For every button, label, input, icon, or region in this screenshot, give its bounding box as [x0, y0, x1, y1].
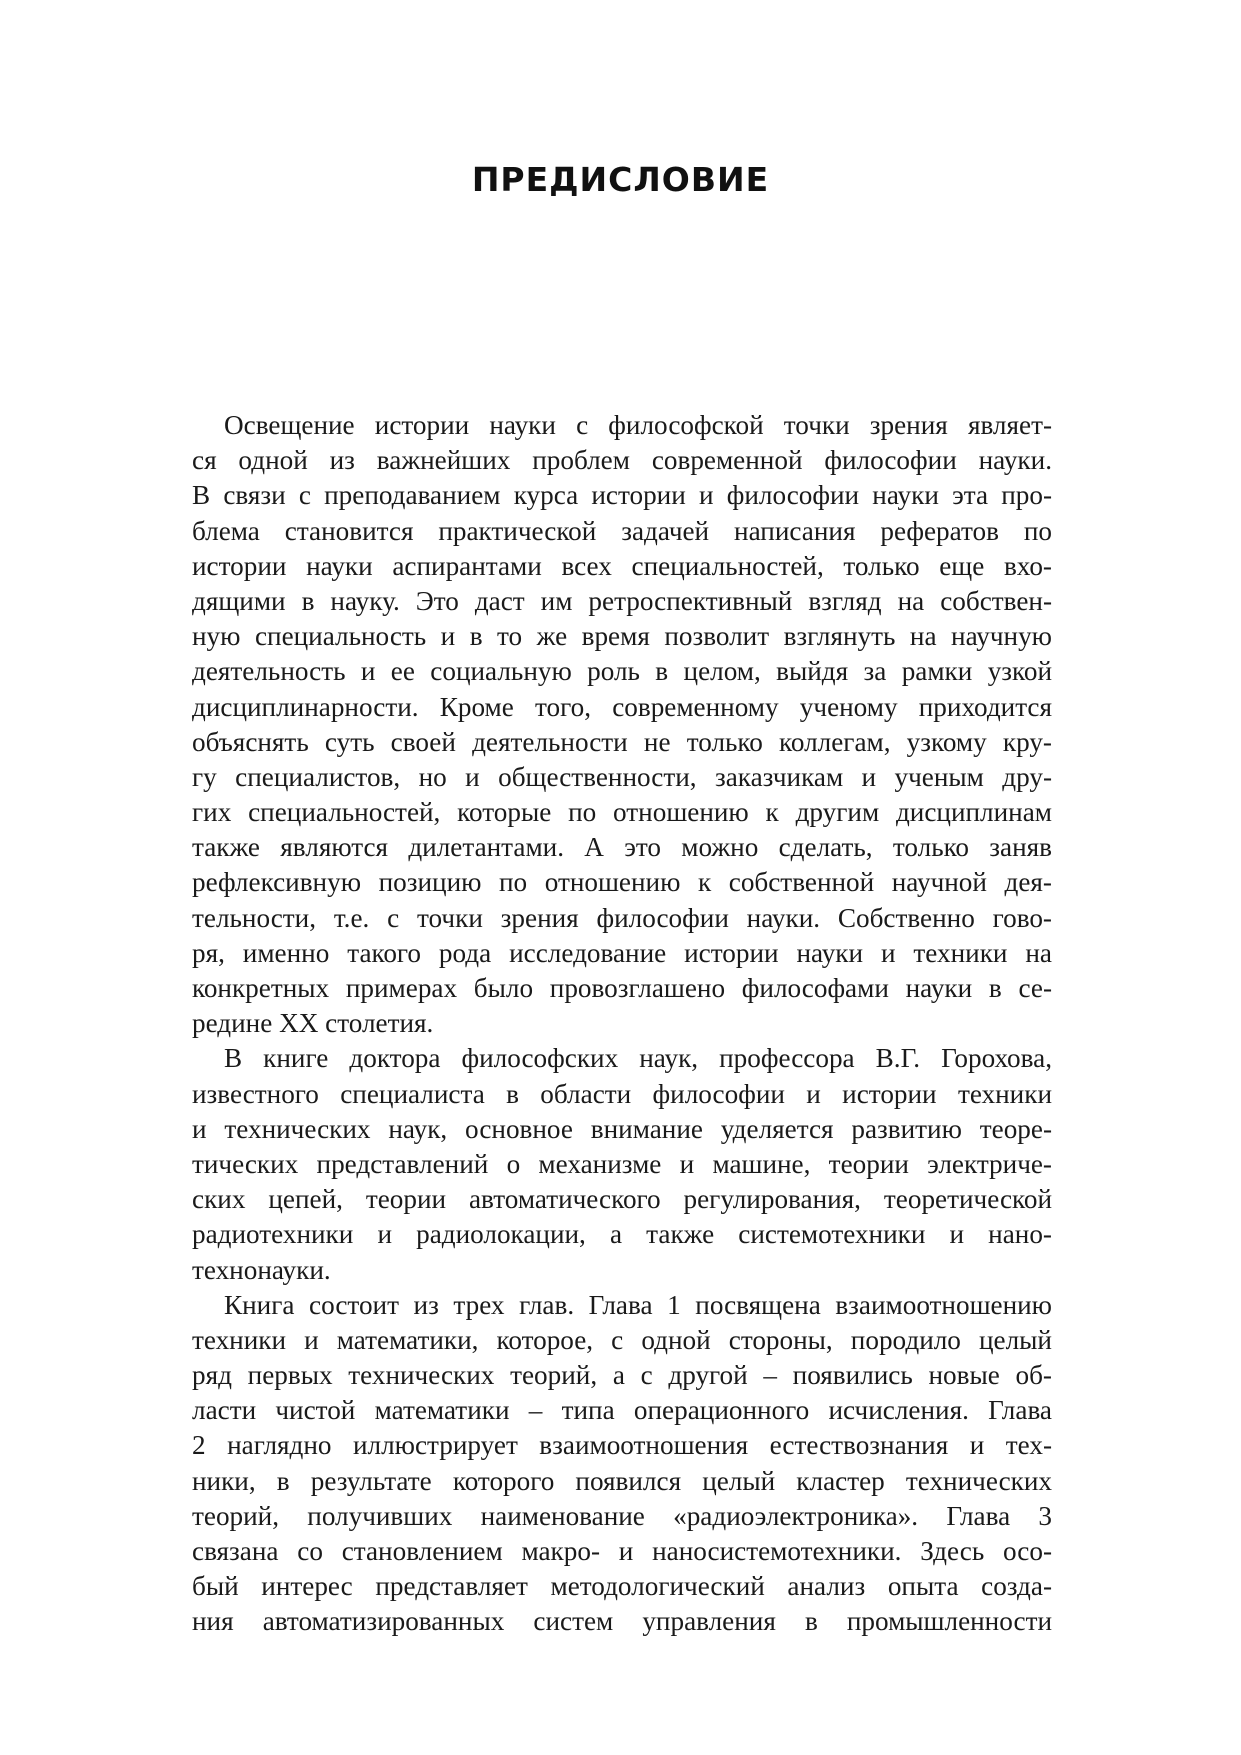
preface-body — [192, 408, 1052, 1640]
text-line: бый интерес представляет методологический анализ опыта созда- — [192, 1571, 1052, 1602]
text-line: ласти чистой математики – типа операционного исчисления. Глава — [192, 1395, 1052, 1426]
text-line: ния автоматизированных систем управления в промышленности — [192, 1606, 1052, 1637]
paragraph — [192, 1041, 1052, 1287]
text-line: истории науки аспирантами всех специальностей, только еще вхо- — [192, 550, 1052, 581]
text-line: ную специальность и в то же время позволит взглянуть на научную — [192, 621, 1052, 652]
text-line: техники и математики, которое, с одной стороны, породило целый — [192, 1324, 1052, 1355]
text-line: редине XX столетия. — [192, 1008, 434, 1039]
text-line: также являются дилетантами. А это можно сделать, только заняв — [192, 832, 1052, 863]
text-line: ники, в результате которого появился целый кластер технических — [192, 1465, 1052, 1496]
text-line: рефлексивную позицию по отношению к собственной научной дея- — [192, 867, 1052, 898]
text-line: тических представлений о механизме и машине, теории электриче- — [192, 1148, 1052, 1179]
text-line: дящими в науку. Это даст им ретроспективный взгляд на собствен- — [192, 585, 1052, 616]
text-line: теорий, получивших наименование «радиоэлектроника». Глава 3 — [192, 1500, 1052, 1531]
text-line: технонауки. — [192, 1254, 331, 1285]
text-line: гу специалистов, но и общественности, заказчикам и ученым дру- — [192, 761, 1052, 792]
text-line: деятельность и ее социальную роль в целом, выйдя за рамки узкой — [192, 656, 1052, 687]
text-line: и технических наук, основное внимание уделяется развитию теоре- — [192, 1113, 1052, 1144]
text-line: гих специальностей, которые по отношению к другим дисциплинам — [192, 797, 1052, 828]
text-line: связана со становлением макро- и наносистемотехники. Здесь осо- — [192, 1536, 1052, 1566]
text-line: В книге доктора философских наук, профессора В.Г. Горохова, — [224, 1043, 1052, 1074]
text-line: конкретных примерах было провозглашено философами науки в се- — [192, 973, 1052, 1003]
text-line: ряд первых технических теорий, а с другой – появились новые об- — [192, 1360, 1052, 1391]
text-line: дисциплинарности. Кроме того, современному ученому приходится — [192, 691, 1052, 722]
text-line: блема становится практической задачей написания рефератов по — [192, 515, 1052, 546]
text-line: В связи с преподаванием курса истории и философии науки эта про- — [192, 480, 1052, 511]
paragraph — [192, 408, 1052, 1041]
paragraph — [192, 1288, 1052, 1640]
text-line: объяснять суть своей деятельности не только коллегам, узкому кру- — [192, 726, 1052, 757]
text-line: радиотехники и радиолокации, а также системотехники и нано- — [192, 1219, 1052, 1250]
text-line: известного специалиста в области философии и истории техники — [192, 1078, 1052, 1109]
text-line: 2 наглядно иллюстрирует взаимоотношения естествознания и тех- — [192, 1430, 1052, 1461]
text-line: тельности, т.е. с точки зрения философии науки. Собственно гово- — [192, 902, 1052, 933]
text-line: ских цепей, теории автоматического регулирования, теоретической — [192, 1184, 1052, 1215]
page-title: ПРЕДИСЛОВИЕ — [471, 160, 770, 199]
text-line: Освещение истории науки с философской точки зрения являет- — [224, 410, 1052, 440]
text-line: ря, именно такого рода исследование истории науки и техники на — [192, 937, 1052, 968]
text-line: Книга состоит из трех глав. Глава 1 посвящена взаимоотношению — [224, 1289, 1052, 1320]
text-line: ся одной из важнейших проблем современной философии науки. — [192, 445, 1052, 476]
